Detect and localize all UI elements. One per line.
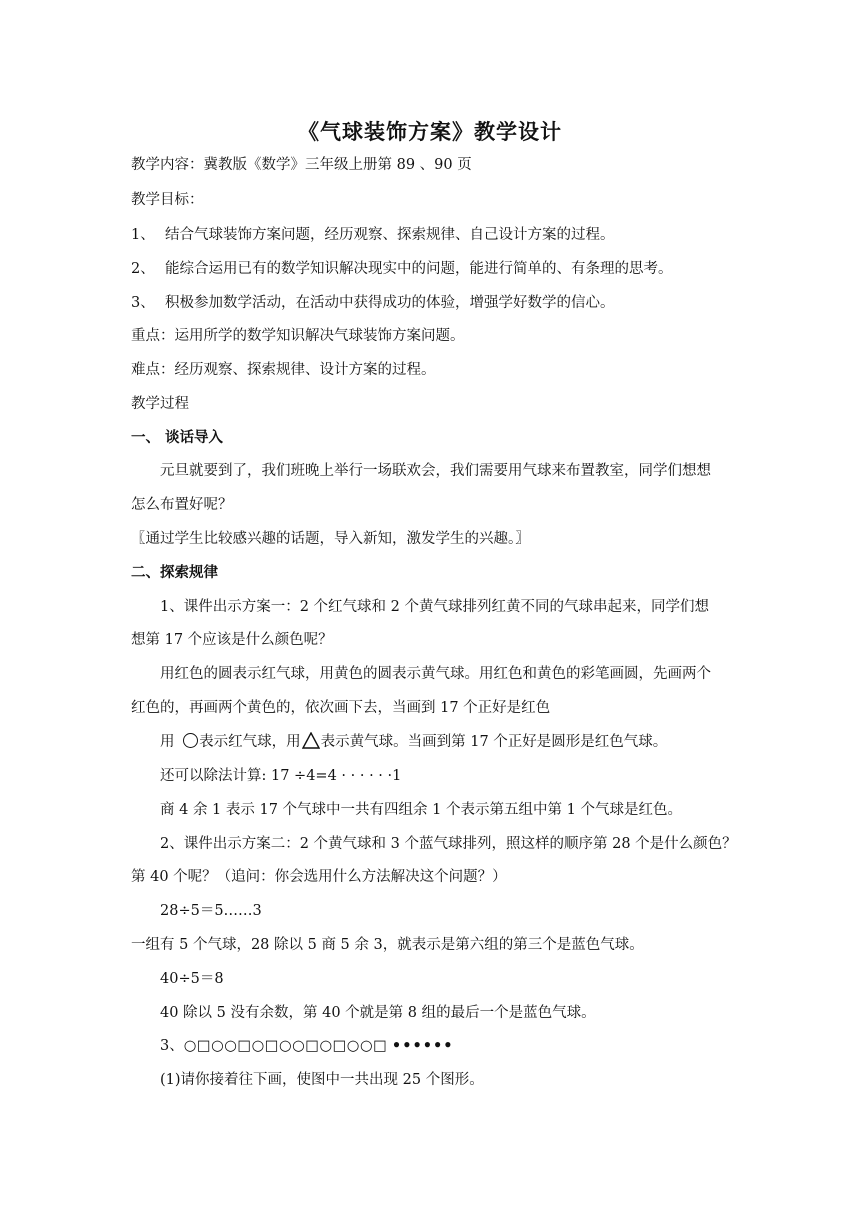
goal-item — [131, 225, 615, 245]
division-calc-3: 40÷5＝8 — [160, 971, 224, 987]
division-explanation-2: 一组有 5 个气球，28 除以 5 商 5 余 3，就表示是第六组的第三个是蓝色气球。 — [131, 937, 644, 953]
goal-number: 1、 — [131, 227, 155, 243]
plan-one-paragraph-cont: 想第 17 个应该是什么颜色呢？ — [131, 632, 333, 648]
goals-heading: 教学目标： — [131, 192, 204, 208]
goal-text: 能综合运用已有的数学知识解决现实中的问题，能进行简单的、有条理的思考。 — [165, 261, 673, 277]
plan-two-paragraph-cont: 第 40 个呢？（追问：你会选用什么方法解决这个问题？） — [131, 869, 507, 885]
shape-sequence-line — [160, 1036, 454, 1056]
goal-text: 结合气球装饰方案问题，经历观察、探索规律、自己设计方案的过程。 — [165, 227, 615, 243]
section-2-heading: 二、探索规律 — [131, 564, 218, 581]
key-point: 重点：运用所学的数学知识解决气球装饰方案问题。 — [131, 328, 465, 344]
section-1-heading: 一、 谈话导入 — [131, 429, 224, 446]
circle-shape-icon — [183, 733, 198, 748]
division-explanation-3: 40 除以 5 没有余数，第 40 个就是第 8 组的最后一个是蓝色气球。 — [160, 1005, 596, 1021]
ellipsis-dots: •••••• — [391, 1037, 454, 1054]
goal-text: 积极参加数学活动，在活动中获得成功的体验，增强学好数学的信心。 — [165, 295, 615, 311]
goal-number: 3、 — [131, 295, 155, 311]
plan-one-paragraph: 1、课件出示方案一：2 个红气球和 2 个黄气球排列红黄不同的气球串起来，同学们想 — [160, 599, 710, 615]
division-calc-1: 还可以除法计算: 17 ÷4=4 · · · · · ·1 — [160, 768, 402, 784]
document-title: 《气球装饰方案》教学设计 — [298, 119, 562, 144]
triangle-shape-icon — [302, 732, 320, 749]
teaching-content: 教学内容：冀教版《数学》三年级上册第 89 、90 页 — [131, 157, 472, 173]
shape-legend-text-2: 表示红气球，用 — [199, 734, 301, 750]
division-calc-2: 28÷5＝5……3 — [160, 903, 262, 919]
drawing-paragraph: 用红色的圆表示红气球，用黄色的圆表示黄气球。用红色和黄色的彩笔画圆，先画两个 — [160, 666, 711, 682]
division-explanation-1: 商 4 余 1 表示 17 个气球中一共有四组余 1 个表示第五组中第 1 个气球是红色。 — [160, 802, 682, 818]
shape-legend-text-1: 用 — [160, 734, 180, 750]
goal-number: 2、 — [131, 261, 155, 277]
plan-two-paragraph: 2、课件出示方案二：2 个黄气球和 3 个蓝气球排列，照这样的顺序第 28 个是什么颜色？ — [160, 836, 737, 852]
goal-item — [131, 259, 673, 279]
process-heading: 教学过程 — [131, 396, 189, 412]
difficulty: 难点：经历观察、探索规律、设计方案的过程。 — [131, 362, 436, 378]
section-1-note: 〖通过学生比较感兴趣的话题，导入新知，激发学生的兴趣。〗 — [131, 531, 530, 547]
shape-legend-text-3: 表示黄气球。当画到第 17 个正好是圆形是红色气球。 — [320, 734, 668, 750]
section-1-paragraph: 元旦就要到了，我们班晚上举行一场联欢会，我们需要用气球来布置教室，同学们想想 — [160, 463, 711, 479]
shape-sequence: ○□○○□○□○○□○□○○□ — [183, 1038, 388, 1054]
drawing-paragraph-cont: 红色的，再画两个黄色的，依次画下去，当画到 17 个正好是红色 — [131, 700, 551, 716]
shape-legend-line — [160, 732, 667, 752]
exercise-question: (1)请你接着往下画，使图中一共出现 25 个图形。 — [160, 1072, 484, 1088]
section-1-paragraph-cont: 怎么布置好呢？ — [131, 497, 233, 513]
goal-item — [131, 293, 615, 313]
item-number: 3、 — [160, 1038, 184, 1054]
